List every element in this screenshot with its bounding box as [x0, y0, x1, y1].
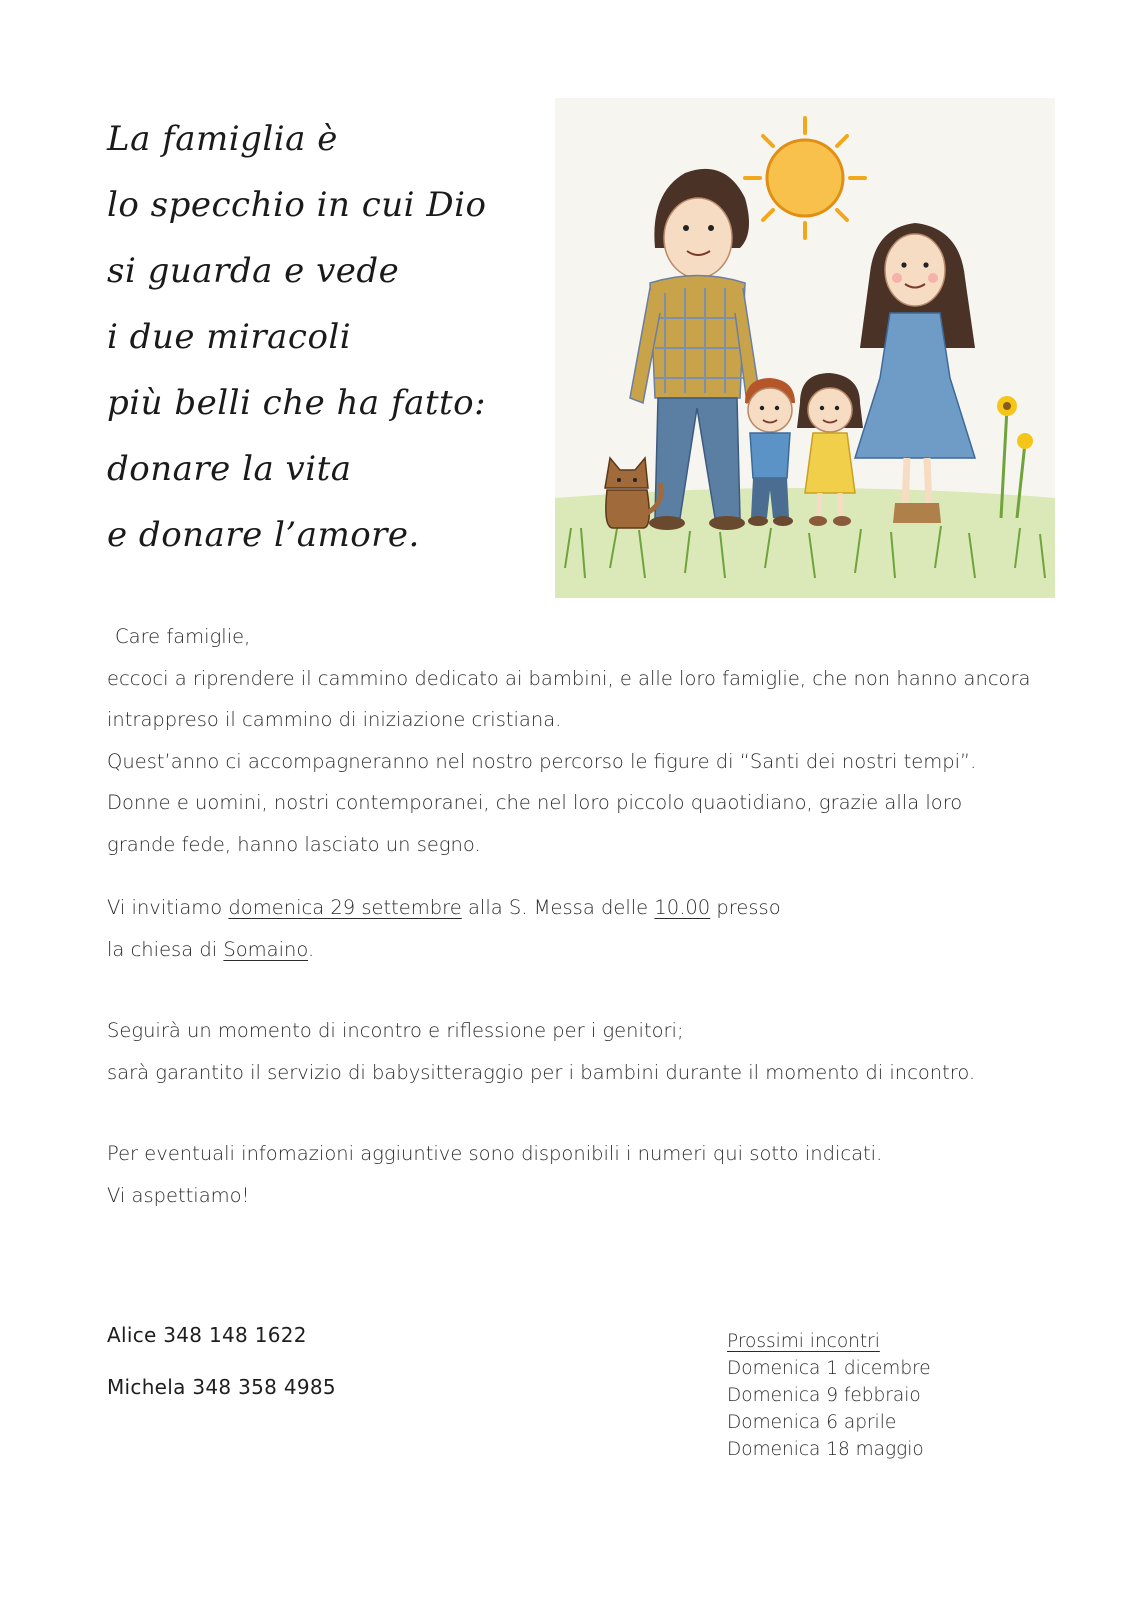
letter-body: [107, 616, 1047, 1216]
meetings-title: Prossimi incontri: [727, 1331, 880, 1352]
quote-line: e donare l’amore.: [107, 515, 420, 555]
quote-block: [107, 106, 527, 568]
closing-line: Vi aspettiamo!: [107, 1183, 250, 1207]
quote-line: donare la vita: [107, 449, 352, 489]
invite-text: presso: [710, 896, 781, 919]
quote-line: più belli che ha fatto:: [107, 383, 487, 423]
quote-line: i due miracoli: [107, 317, 352, 357]
paragraph-line: intrappreso il cammino di iniziazione cristiana.: [107, 708, 562, 731]
church-line: [107, 929, 1047, 971]
invite-text: Vi invitiamo: [107, 896, 229, 919]
invite-time: 10.00: [654, 896, 711, 919]
quote-line: si guarda e vede: [107, 251, 400, 291]
contact-list: [107, 1322, 336, 1426]
meeting-date: Domenica 9 febbraio: [727, 1385, 921, 1406]
meeting-date: Domenica 1 dicembre: [727, 1358, 931, 1379]
salutation: Care famiglie,: [115, 625, 251, 648]
upcoming-meetings: [727, 1328, 931, 1463]
invite-date: domenica 29 settembre: [228, 896, 462, 919]
paragraph-line: Seguirà un momento di incontro e riflessione per i genitori;: [107, 1019, 684, 1042]
church-name: Somaino: [223, 937, 308, 961]
meeting-date: Domenica 18 maggio: [727, 1439, 924, 1460]
paragraph-line: grande fede, hanno lasciato un segno.: [107, 832, 481, 856]
contact-michela: Michela 348 358 4985: [107, 1375, 336, 1399]
paragraph-line: eccoci a riprendere il cammino dedicato ai bambini, e alle loro famiglie, che non hanno ancora: [107, 666, 1031, 690]
paragraph-line: Donne e uomini, nostri contemporanei, che nel loro piccolo quaotidiano, grazie alla loro: [107, 791, 963, 814]
meeting-date: Domenica 6 aprile: [727, 1412, 897, 1433]
invitation-line: [107, 887, 1047, 929]
quote-line: La famiglia è: [107, 119, 338, 159]
paragraph-line: Per eventuali infomazioni aggiuntive sono disponibili i numeri qui sotto indicati.: [107, 1142, 883, 1165]
quote-line: lo specchio in cui Dio: [107, 185, 487, 225]
paragraph-line: sarà garantito il servizio di babysitteraggio per i bambini durante il momento di incontro.: [107, 1060, 976, 1084]
invite-text: alla S. Messa delle: [461, 896, 655, 919]
family-illustration: [555, 98, 1055, 598]
paragraph-line: Quest’anno ci accompagneranno nel nostro percorso le figure di “Santi dei nostri tempi”.: [107, 749, 977, 773]
contact-alice: Alice 348 148 1622: [107, 1323, 307, 1347]
church-text: .: [308, 937, 315, 961]
church-text: la chiesa di: [107, 937, 224, 961]
